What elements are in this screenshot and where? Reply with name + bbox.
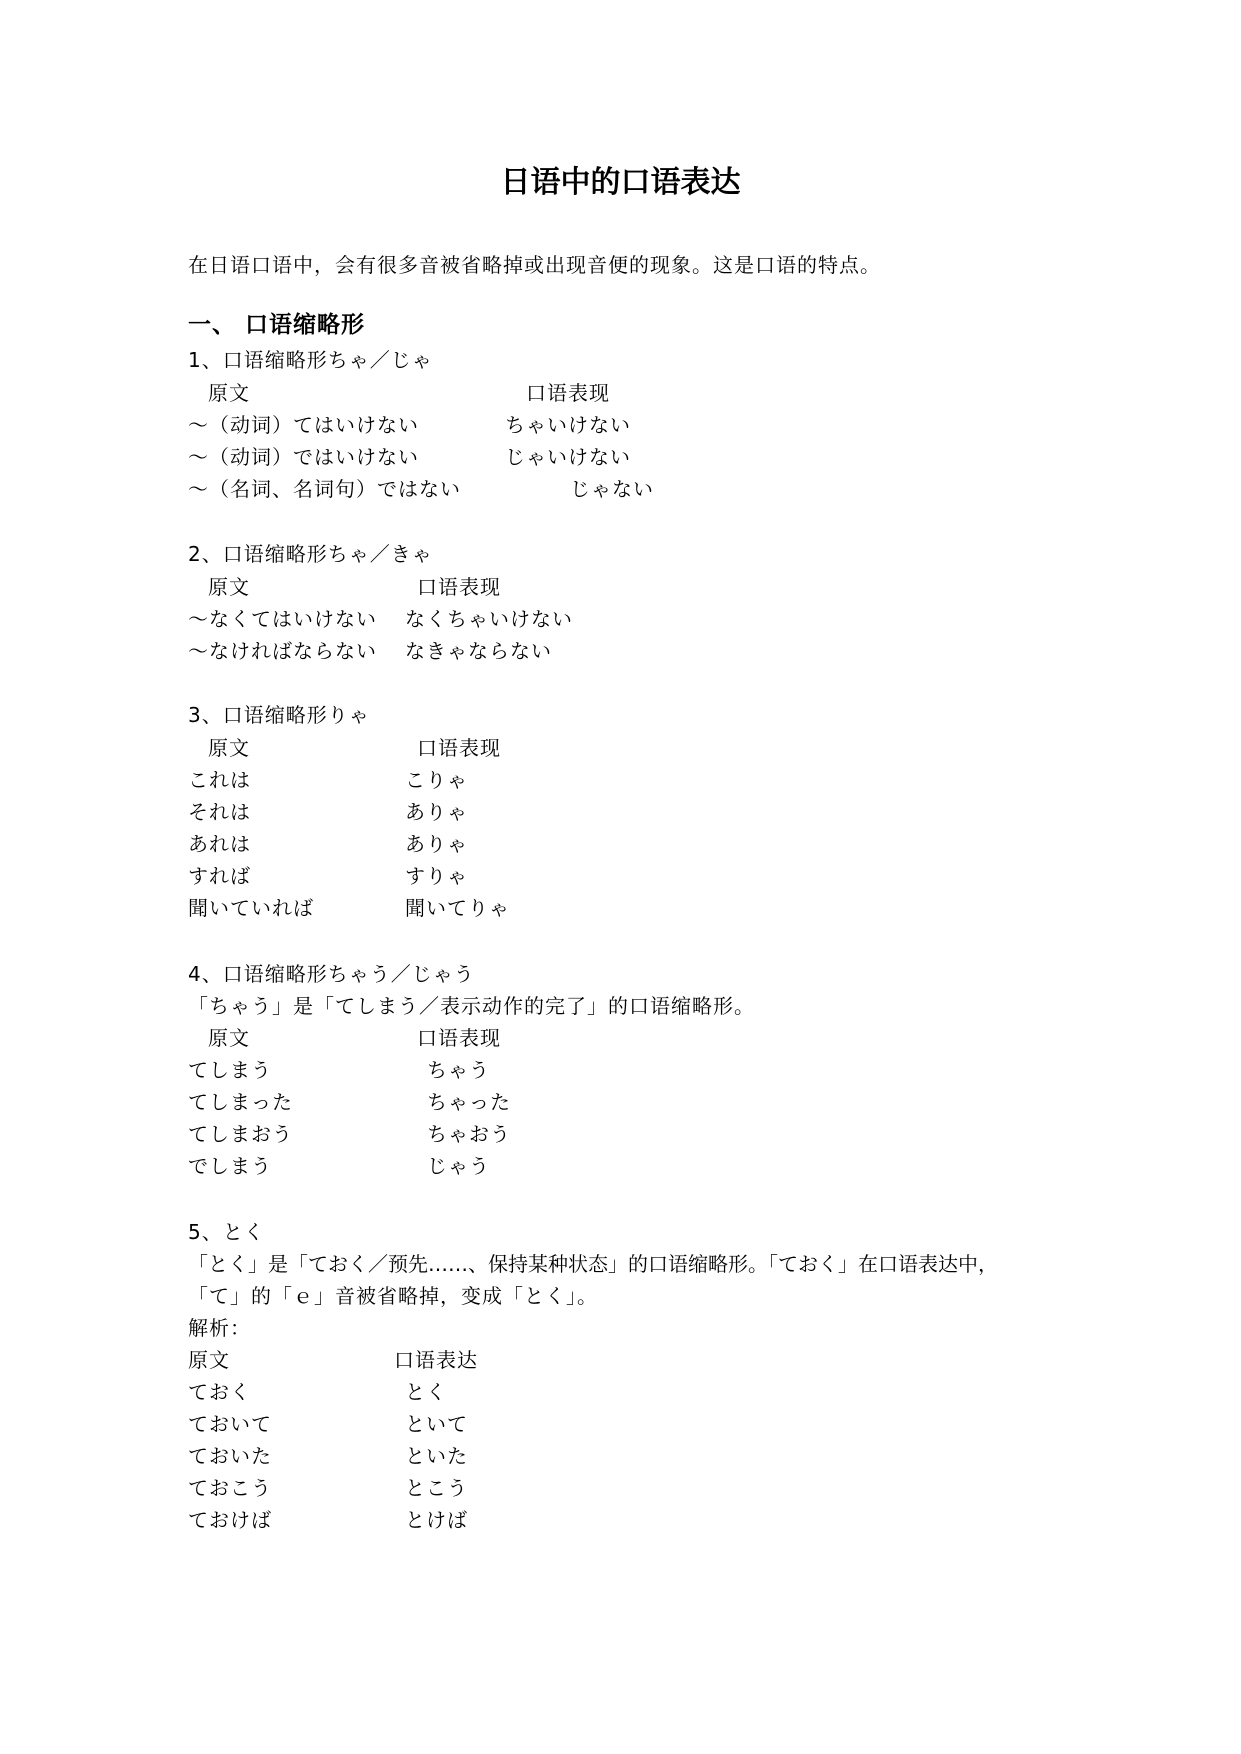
table-row-colloquial: なきゃならない [405, 639, 552, 663]
column-header-colloquial: 口语表现 [417, 1026, 501, 1050]
column-header-original: 原文 [208, 736, 250, 760]
table-row-colloquial: ありゃ [405, 832, 468, 856]
table-row-original: ておいた [188, 1444, 272, 1468]
table-row-original: ておこう [188, 1476, 272, 1500]
table-row-colloquial: ちゃおう [427, 1122, 511, 1146]
table-row-original: ておけば [188, 1508, 272, 1532]
table-row-colloquial: ちゃう [427, 1058, 490, 1082]
table-row-colloquial: といて [405, 1412, 468, 1436]
column-header-original: 原文 [208, 1026, 250, 1050]
table-row-colloquial: じゃう [427, 1154, 490, 1178]
column-header-colloquial: 口语表现 [417, 575, 501, 599]
table-row-colloquial: こりゃ [405, 768, 468, 792]
table-row-original: すれば [188, 864, 251, 888]
column-header-colloquial: 口语表现 [417, 736, 501, 760]
page-title: 日语中的口语表达 [500, 165, 741, 200]
subsection-heading-1: 1、口语缩略形ちゃ／じゃ [188, 348, 433, 372]
table-row-colloquial: ちゃいけない [505, 413, 631, 437]
column-header-colloquial: 口语表达 [394, 1348, 478, 1372]
table-row-colloquial: じゃない [570, 477, 654, 501]
subsection-note: 「とく」是「ておく／预先……、保持某种状态」的口语缩略形。「ておく」在口语表达中， [188, 1252, 998, 1276]
table-row-colloquial: といた [405, 1444, 468, 1468]
column-header-original: 原文 [208, 381, 250, 405]
table-row-original: ～（动词）ではいけない [188, 445, 419, 469]
analysis-label: 解析： [188, 1316, 251, 1340]
table-row-original: ておく [188, 1380, 251, 1404]
table-row-colloquial: すりゃ [405, 864, 468, 888]
table-row-original: てしまう [188, 1058, 272, 1082]
table-row-original: ～（名词、名词句）ではない [188, 477, 461, 501]
table-row-colloquial: ちゃった [427, 1090, 511, 1114]
table-row-colloquial: じゃいけない [505, 445, 631, 469]
table-row-colloquial: ありゃ [405, 800, 468, 824]
table-row-original: 聞いていれば [188, 896, 314, 920]
table-row-colloquial: 聞いてりゃ [405, 896, 510, 920]
table-row-colloquial: とこう [405, 1476, 468, 1500]
column-header-colloquial: 口语表现 [526, 381, 610, 405]
table-row-colloquial: とく [405, 1380, 447, 1404]
table-row-original: それは [188, 800, 251, 824]
intro-paragraph: 在日语口语中，会有很多音被省略掉或出现音便的现象。这是口语的特点。 [188, 253, 881, 277]
table-row-original: ～（动词）てはいけない [188, 413, 419, 437]
subsection-note: 「ちゃう」是「てしまう／表示动作的完了」的口语缩略形。 [188, 994, 755, 1018]
table-row-original: ておいて [188, 1412, 272, 1436]
subsection-heading-2: 2、口语缩略形ちゃ／きゃ [188, 542, 433, 566]
table-row-original: あれは [188, 832, 251, 856]
table-row-colloquial: なくちゃいけない [405, 607, 573, 631]
table-row-original: てしまおう [188, 1122, 293, 1146]
subsection-heading-3: 3、口语缩略形りゃ [188, 703, 370, 727]
section-heading: 一、 口语缩略形 [188, 312, 366, 338]
subsection-heading-5: 5、とく [188, 1220, 265, 1244]
table-row-original: でしまう [188, 1154, 272, 1178]
table-row-original: これは [188, 768, 251, 792]
column-header-original: 原文 [188, 1348, 230, 1372]
subsection-heading-4: 4、口语缩略形ちゃう／じゃう [188, 962, 475, 986]
table-row-original: てしまった [188, 1090, 293, 1114]
table-row-original: ～なければならない [188, 639, 377, 663]
table-row-original: ～なくてはいけない [188, 607, 377, 631]
column-header-original: 原文 [208, 575, 250, 599]
table-row-colloquial: とけば [405, 1508, 468, 1532]
subsection-note: 「て」的「ｅ」音被省略掉，变成「とく」。 [188, 1284, 598, 1308]
